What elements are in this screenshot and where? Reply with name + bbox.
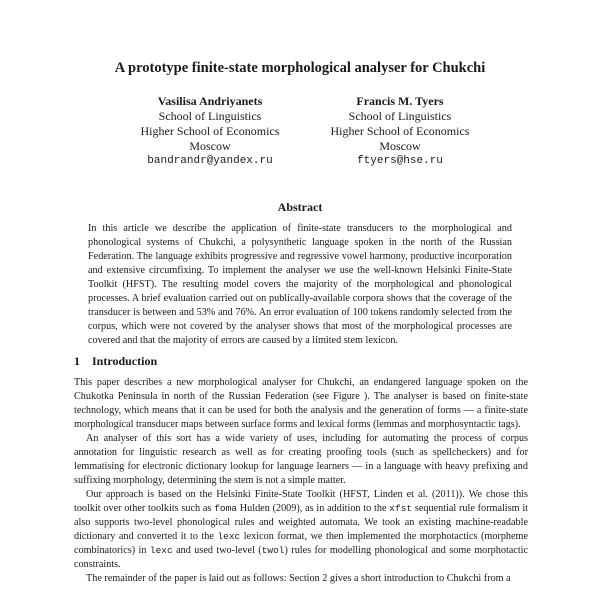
code-term: xfst [389, 503, 413, 514]
author-department: School of Linguistics [158, 109, 262, 123]
author-city: Moscow [189, 139, 231, 153]
paragraph: Our approach is based on the Helsinki Finite-State Toolkit (HFST, Linden et al. (2011)). We chose this toolkit over other toolkits such as foma Hulden (2009), as in addition to the xfst sequential rule formalism it also supports two-level phonological rules and weighted automata. We took an existing machine-readable dictionary and converted it to the lexc lexicon format, we then implemented the morphotactics (morpheme combinatorics) in lexc and used two-level (twol) rules for modelling phonological and some morphotactic constraints. [74, 489, 529, 570]
author-email: bandrandr@yandex.ru [147, 155, 273, 167]
abstract-text: In this article we describe the application of finite-state transducers to the morphological and phonological systems of Chukchi, a polysynthetic language spoken in the north of the Russian Federation. The language exhibits progressive and regressive vowel harmony, productive incorporation and extensive circumfixing. To implement the analyser we use the well-known Helsinki Finite-State Toolkit (HFST). The resulting model covers the majority of the morphological and phonological processes. A brief evaluation carried out on publically-available corpora shows that the coverage of the transducer is between and 53% and 76%. An error evaluation of 100 tokens randomly selected from the corpus, which were not covered by the analyser shows that most of the morphological processes are covered and that the majority of errors are caused by a limited stem lexicon. [88, 223, 512, 346]
author-name: Francis M. Tyers [356, 94, 444, 108]
author-city: Moscow [379, 139, 421, 153]
body-text [74, 376, 528, 586]
paragraph: This paper describes a new morphological analyser for Chukchi, an endangered language spoken on the Chukotka Peninsula in north of the Russian Federation (see Figure ). The analyser is based on finite-state technology, which means that it can be used for both the analysis and the generation of forms — a finite-state morphological transducer maps between surface forms and lexical forms (lemmas and morphosyntactic tags). [74, 377, 528, 430]
author-block-1 [110, 94, 310, 169]
paragraph: The remainder of the paper is laid out as follows: Section 2 gives a short introduction to Chukchi from a [86, 573, 511, 584]
paper-title: A prototype finite-state morphological analyser for Chukchi [114, 60, 486, 76]
code-term: twol [261, 545, 285, 556]
section-heading [74, 354, 157, 369]
author-name: Vasilisa Andriyanets [157, 94, 263, 108]
author-email: ftyers@hse.ru [357, 155, 443, 167]
author-block-2 [300, 94, 500, 169]
author-institution: Higher School of Economics [330, 124, 470, 138]
author-department: School of Linguistics [348, 109, 452, 123]
abstract-heading: Abstract [277, 200, 323, 214]
author-institution: Higher School of Economics [140, 124, 280, 138]
code-term: lexc [217, 531, 241, 542]
paragraph: An analyser of this sort has a wide variety of uses, including for automating the process of corpus annotation for linguistic research as well as for creating proofing tools (such as spellcheckers) and for lemmatising for electronic dictionary lookup for language learners — in a language with heavy prefixing and suffixing morphology, determining the stem is not a simple matter. [74, 433, 528, 486]
code-term: lexc [149, 545, 173, 556]
section-number: 1 [74, 354, 80, 368]
code-term: foma [214, 503, 237, 514]
section-title: Introduction [92, 354, 158, 368]
